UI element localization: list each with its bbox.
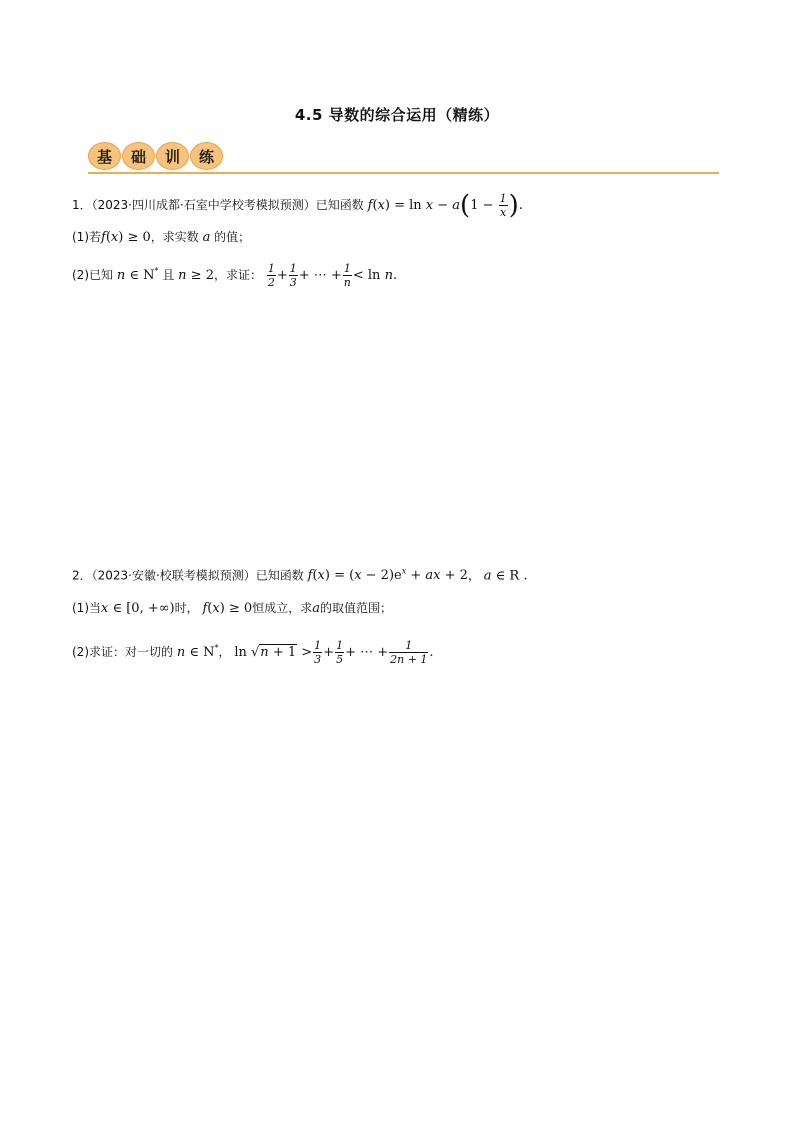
part-text: ，求证： xyxy=(213,268,262,282)
question-2-part-2 xyxy=(72,639,434,666)
function-formula: $f(x) = (x - 2)e^x$ + ax + 2 xyxy=(307,567,468,584)
question-1-lead: 1．（2023·四川成都·石室中学校考模拟预测）已知函数 xyxy=(72,198,364,212)
function-formula: f(x) = ln x − a(1 − $\frac{1}{x}$ ). xyxy=(367,190,523,221)
variable-a: a xyxy=(312,601,320,616)
inequality-formula: $\frac{1}{2}$ + $\frac{1}{3}$ + ⋯ + $\frac{1}{n}$ < ln n. xyxy=(267,262,398,289)
part-text: ， xyxy=(218,645,231,659)
section-badges xyxy=(88,142,224,170)
section-badge: 基 xyxy=(88,142,121,170)
inequality-formula: ln √n + 1 > $\frac{1}{3}$ + $\frac{1}{5}$ + ⋯ + $\frac{1}{2n + 1}$ . xyxy=(234,639,434,666)
part-text: ， xyxy=(467,568,480,583)
part-text: 的值； xyxy=(214,230,251,244)
page-title: 4.5 导数的综合运用（精练） xyxy=(294,106,500,124)
variable-a: a xyxy=(202,230,211,245)
section-header xyxy=(88,142,719,176)
part-label: (2)求证：对一切的 xyxy=(72,645,173,659)
part-label: (1)当 xyxy=(72,601,101,615)
interval-formula: x ∈ [0, +∞) xyxy=(101,601,175,616)
part-text: ，求实数 xyxy=(150,230,199,244)
condition-formula: f(x) ≥ 0 xyxy=(101,230,151,245)
part-text: 且 xyxy=(162,268,175,282)
question-2-stem xyxy=(72,563,527,585)
question-1-part-2 xyxy=(72,262,397,289)
condition-formula: n ≥ 2 xyxy=(178,268,214,283)
section-rule xyxy=(88,172,719,174)
condition-formula: n ∈ N* xyxy=(176,643,219,660)
question-2-part-1 xyxy=(72,599,392,618)
question-1-stem xyxy=(72,192,523,219)
part-label: (2)已知 xyxy=(72,268,113,282)
part-text: 恒成立，求 xyxy=(252,601,313,615)
part-text: 时， xyxy=(174,601,199,615)
question-2-lead: 2．（2023·安徽·校联考模拟预测）已知函数 xyxy=(72,568,304,583)
condition-formula: a ∈ R . xyxy=(483,568,528,584)
condition-formula: f(x) ≥ 0 xyxy=(202,601,253,616)
question-1-part-1 xyxy=(72,228,250,247)
section-badge: 练 xyxy=(190,142,223,170)
part-label: (1)若 xyxy=(72,230,101,244)
section-badge: 础 xyxy=(122,142,155,170)
section-badge: 训 xyxy=(156,142,189,170)
condition-formula: n ∈ N* xyxy=(116,266,159,283)
part-text: 的取值范围； xyxy=(319,601,392,615)
